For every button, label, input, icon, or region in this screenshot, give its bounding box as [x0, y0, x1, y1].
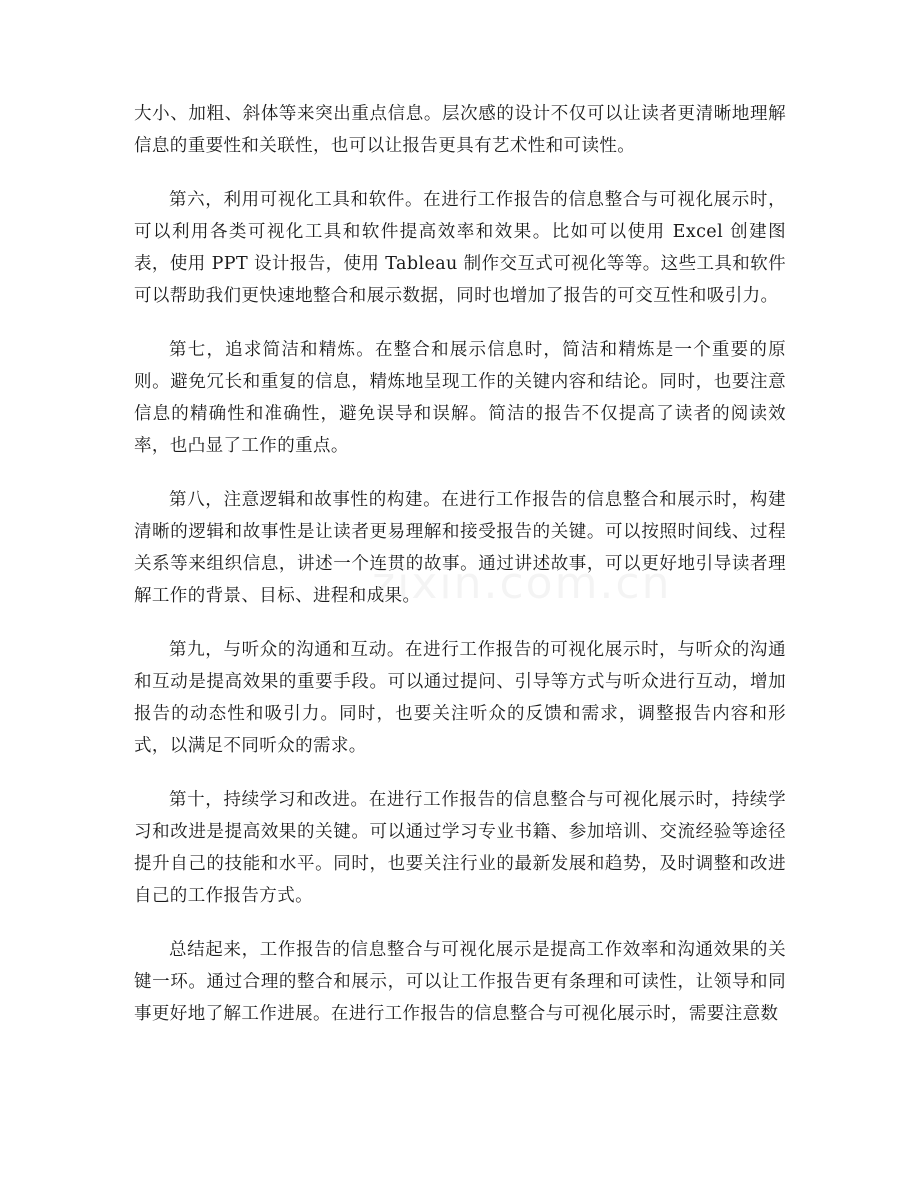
paragraph-sixth: 第六，利用可视化工具和软件。在进行工作报告的信息整合与可视化展示时，可以利用各类可视化工具和软件提高效率和效果。比如可以使用 Excel 创建图表，使用 PPT 设计报告，使用 Tableau 制作交互式可视化等等。这些工具和软件可以帮助我们更快速地整合和展示数据，同时也增加了报告的可交互性和吸引力。	[134, 190, 786, 306]
paragraph-continued: 大小、加粗、斜体等来突出重点信息。层次感的设计不仅可以让读者更清晰地理解信息的重要性和关联性，也可以让报告更具有艺术性和可读性。	[134, 104, 786, 156]
paragraph-ninth: 第九，与听众的沟通和互动。在进行工作报告的可视化展示时，与听众的沟通和互动是提高效果的重要手段。可以通过提问、引导等方式与听众进行互动，增加报告的动态性和吸引力。同时，也要关注听众的反馈和需求，调整报告内容和形式，以满足不同听众的需求。	[134, 640, 786, 756]
document-body	[134, 98, 786, 1052]
paragraph-summary: 总结起来，工作报告的信息整合与可视化展示是提高工作效率和沟通效果的关键一环。通过合理的整合和展示，可以让工作报告更有条理和可读性，让领导和同事更好地了解工作进展。在进行工作报告的信息整合与可视化展示时，需要注意数	[134, 940, 786, 1024]
paragraph-tenth: 第十，持续学习和改进。在进行工作报告的信息整合与可视化展示时，持续学习和改进是提高效果的关键。可以通过学习专业书籍、参加培训、交流经验等途径提升自己的技能和水平。同时，也要关注行业的最新发展和趋势，及时调整和改进自己的工作报告方式。	[134, 790, 786, 906]
paragraph-eighth: 第八，注意逻辑和故事性的构建。在进行工作报告的信息整合和展示时，构建清晰的逻辑和故事性是让读者更易理解和接受报告的关键。可以按照时间线、过程关系等来组织信息，讲述一个连贯的故事。通过讲述故事，可以更好地引导读者理解工作的背景、目标、进程和成果。	[134, 490, 786, 606]
paragraph-seventh: 第七，追求简洁和精炼。在整合和展示信息时，简洁和精炼是一个重要的原则。避免冗长和重复的信息，精炼地呈现工作的关键内容和结论。同时，也要注意信息的精确性和准确性，避免误导和误解。简洁的报告不仅提高了读者的阅读效率，也凸显了工作的重点。	[134, 340, 786, 456]
